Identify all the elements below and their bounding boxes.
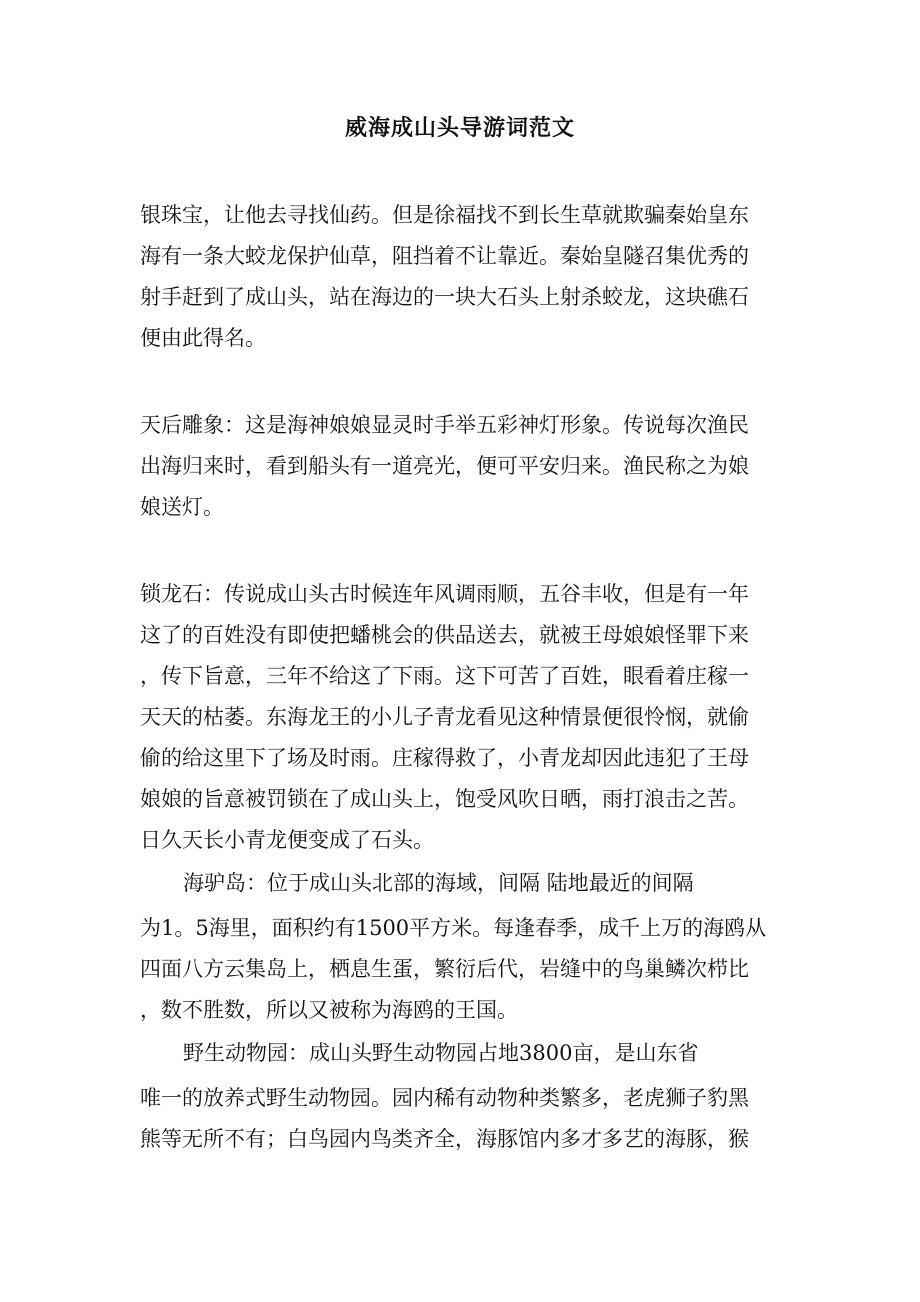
text-line: 射手赶到了成山头，站在海边的一块大石头上射杀蛟龙，这块礁石 bbox=[140, 285, 749, 309]
text-line: 娘送灯。 bbox=[140, 495, 224, 519]
text-line: 锁龙石：传说成山头古时候连年风调雨顺，五谷丰收，但是有一年 bbox=[140, 582, 749, 606]
text-line: 野生动物园：成山头野生动物园占地3800亩，是山东省 bbox=[183, 1041, 699, 1065]
text-line: 偷的给这里下了场及时雨。庄稼得救了，小青龙却因此违犯了王母 bbox=[140, 746, 749, 770]
text-line: 日久天长小青龙便变成了石头。 bbox=[140, 828, 434, 852]
text-line: 熊等无所不有；白鸟园内鸟类齐全，海豚馆内多才多艺的海豚，猴 bbox=[140, 1127, 749, 1151]
text-line: 为1。5海里，面积约有1500平方米。每逢春季，成千上万的海鸥从 bbox=[140, 916, 767, 940]
text-line: 四面八方云集岛上，栖息生蛋，繁衍后代，岩缝中的鸟巢鳞次栉比 bbox=[140, 957, 749, 981]
text-line: 天天的枯萎。东海龙王的小儿子青龙看见这种情景便很怜悯，就偷 bbox=[140, 705, 749, 729]
text-line: 银珠宝，让他去寻找仙药。但是徐福找不到长生草就欺骗秦始皇东 bbox=[140, 203, 749, 227]
text-line: 娘娘的旨意被罚锁在了成山头上，饱受风吹日晒，雨打浪击之苦。 bbox=[140, 787, 749, 811]
text-line: ，传下旨意，三年不给这了下雨。这下可苦了百姓，眼看着庄稼一 bbox=[140, 664, 749, 688]
text-line: 出海归来时，看到船头有一道亮光，便可平安归来。渔民称之为娘 bbox=[140, 454, 749, 478]
text-line: 便由此得名。 bbox=[140, 326, 266, 350]
text-line: 海驴岛：位于成山头北部的海域，间隔 陆地最近的间隔 bbox=[183, 871, 694, 895]
text-line: ，数不胜数，所以又被称为海鸥的王国。 bbox=[140, 998, 518, 1022]
text-line: 这了的百姓没有即使把蟠桃会的供品送去，就被王母娘娘怪罪下来 bbox=[140, 623, 749, 647]
text-line: 唯一的放养式野生动物园。园内稀有动物种类繁多，老虎狮子豹黑 bbox=[140, 1086, 749, 1110]
page-title: 威海成山头导游词范文 bbox=[344, 115, 575, 141]
text-line: 天后雕象：这是海神娘娘显灵时手举五彩神灯形象。传说每次渔民 bbox=[140, 413, 749, 437]
text-line: 海有一条大蛟龙保护仙草，阻挡着不让靠近。秦始皇隧召集优秀的 bbox=[140, 244, 749, 268]
